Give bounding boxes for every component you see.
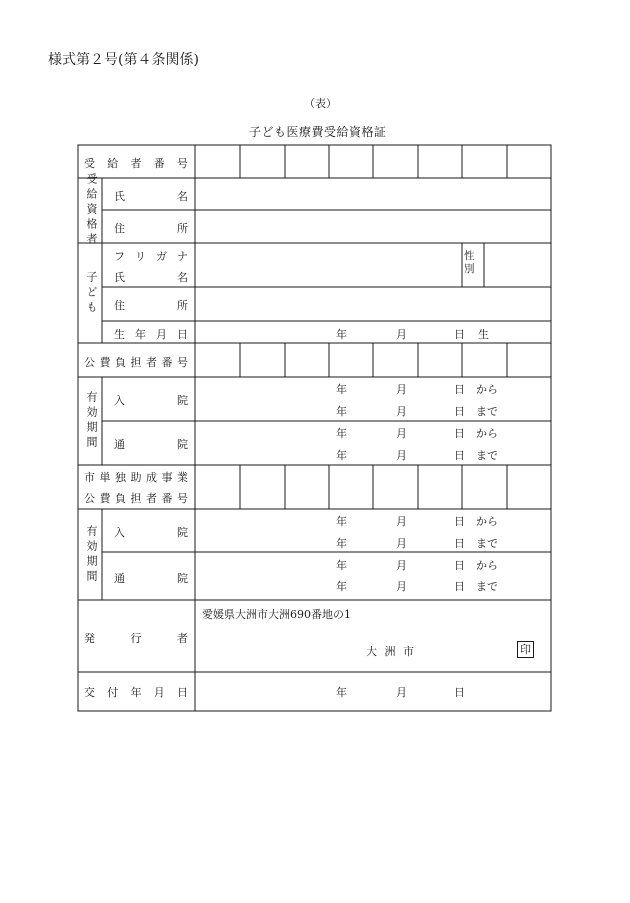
issue-year-mark: 年 bbox=[336, 686, 347, 699]
v2-inpatient-until-day: 日 bbox=[454, 537, 465, 550]
furigana-label: フ リ ガ ナ bbox=[114, 250, 188, 263]
v2-outpatient-until-year: 年 bbox=[336, 580, 347, 593]
seal-mark: 印 bbox=[517, 641, 534, 658]
recipient-address-label: 住 所 bbox=[114, 222, 188, 235]
v1-outpatient-until-year: 年 bbox=[336, 449, 347, 462]
inpatient-label-1: 入 院 bbox=[114, 394, 188, 407]
validity-group-label-2: 有効期間 bbox=[85, 524, 98, 585]
v1-outpatient-until-mark: まで bbox=[476, 449, 498, 462]
recipient-group-label: 受給資格者 bbox=[85, 173, 98, 248]
birth-month-mark: 月 bbox=[396, 328, 407, 341]
document-title: 子ども医療費受給資格証 bbox=[249, 125, 387, 139]
v2-outpatient-until-month: 月 bbox=[396, 580, 407, 593]
issuer-label: 発 行 者 bbox=[84, 632, 188, 645]
v2-inpatient-from-month: 月 bbox=[396, 515, 407, 528]
issue-month-mark: 月 bbox=[396, 686, 407, 699]
issue-day-mark: 日 bbox=[454, 686, 465, 699]
child-address-label: 住 所 bbox=[114, 299, 188, 312]
side-label: （表） bbox=[304, 97, 337, 110]
v2-outpatient-from-day: 日 bbox=[454, 559, 465, 572]
child-group-label: 子ども bbox=[85, 270, 98, 316]
v1-inpatient-from-day: 日 bbox=[454, 383, 465, 396]
validity-group-label-1: 有効期間 bbox=[85, 391, 98, 451]
v1-inpatient-until-mark: まで bbox=[476, 405, 498, 418]
v1-inpatient-from-month: 月 bbox=[396, 383, 407, 396]
v2-inpatient-until-mark: まで bbox=[476, 537, 498, 550]
recipient-name-label: 氏 名 bbox=[114, 190, 188, 203]
v2-outpatient-until-mark: まで bbox=[476, 580, 498, 593]
birth-year-mark: 年 bbox=[336, 328, 347, 341]
form-number: 様式第２号(第４条関係) bbox=[48, 52, 199, 68]
v1-inpatient-from-year: 年 bbox=[336, 383, 347, 396]
city-program-label-line1: 市 単 独 助 成 事 業 bbox=[84, 471, 188, 484]
issue-date-label: 交 付 年 月 日 bbox=[84, 686, 188, 699]
recipient-number-label: 受 給 者 番 号 bbox=[84, 157, 188, 170]
birth-day-mark: 日 bbox=[454, 328, 465, 341]
child-name-label: 氏 名 bbox=[114, 271, 188, 284]
inpatient-label-2: 入 院 bbox=[114, 526, 188, 539]
v2-inpatient-from-day: 日 bbox=[454, 515, 465, 528]
v1-outpatient-from-mark: から bbox=[476, 427, 498, 440]
city-program-label-line2: 公 費 負 担 者 番 号 bbox=[84, 492, 188, 505]
v1-inpatient-until-day: 日 bbox=[454, 405, 465, 418]
v2-inpatient-until-month: 月 bbox=[396, 537, 407, 550]
v1-outpatient-from-year: 年 bbox=[336, 427, 347, 440]
birth-born-mark: 生 bbox=[478, 328, 489, 341]
v2-outpatient-from-mark: から bbox=[476, 559, 498, 572]
v2-inpatient-from-mark: から bbox=[476, 515, 498, 528]
v1-inpatient-until-year: 年 bbox=[336, 405, 347, 418]
v1-outpatient-from-month: 月 bbox=[396, 427, 407, 440]
issuer-address: 愛媛県大洲市大洲690番地の1 bbox=[202, 608, 351, 621]
v1-inpatient-from-mark: から bbox=[476, 383, 498, 396]
v2-outpatient-from-month: 月 bbox=[396, 559, 407, 572]
public-payer-label: 公 費 負 担 者 番 号 bbox=[84, 356, 188, 369]
outpatient-label-1: 通 院 bbox=[114, 438, 188, 451]
v2-outpatient-from-year: 年 bbox=[336, 559, 347, 572]
v1-outpatient-from-day: 日 bbox=[454, 427, 465, 440]
v2-inpatient-from-year: 年 bbox=[336, 515, 347, 528]
v2-outpatient-until-day: 日 bbox=[454, 580, 465, 593]
sex-label: 性別 bbox=[464, 250, 475, 275]
outpatient-label-2: 通 院 bbox=[114, 572, 188, 585]
birthdate-label: 生 年 月 日 bbox=[114, 328, 188, 341]
v1-outpatient-until-month: 月 bbox=[396, 449, 407, 462]
v1-inpatient-until-month: 月 bbox=[396, 405, 407, 418]
v2-inpatient-until-year: 年 bbox=[336, 537, 347, 550]
v1-outpatient-until-day: 日 bbox=[454, 449, 465, 462]
issuer-name: 大 洲 市 bbox=[366, 645, 416, 658]
